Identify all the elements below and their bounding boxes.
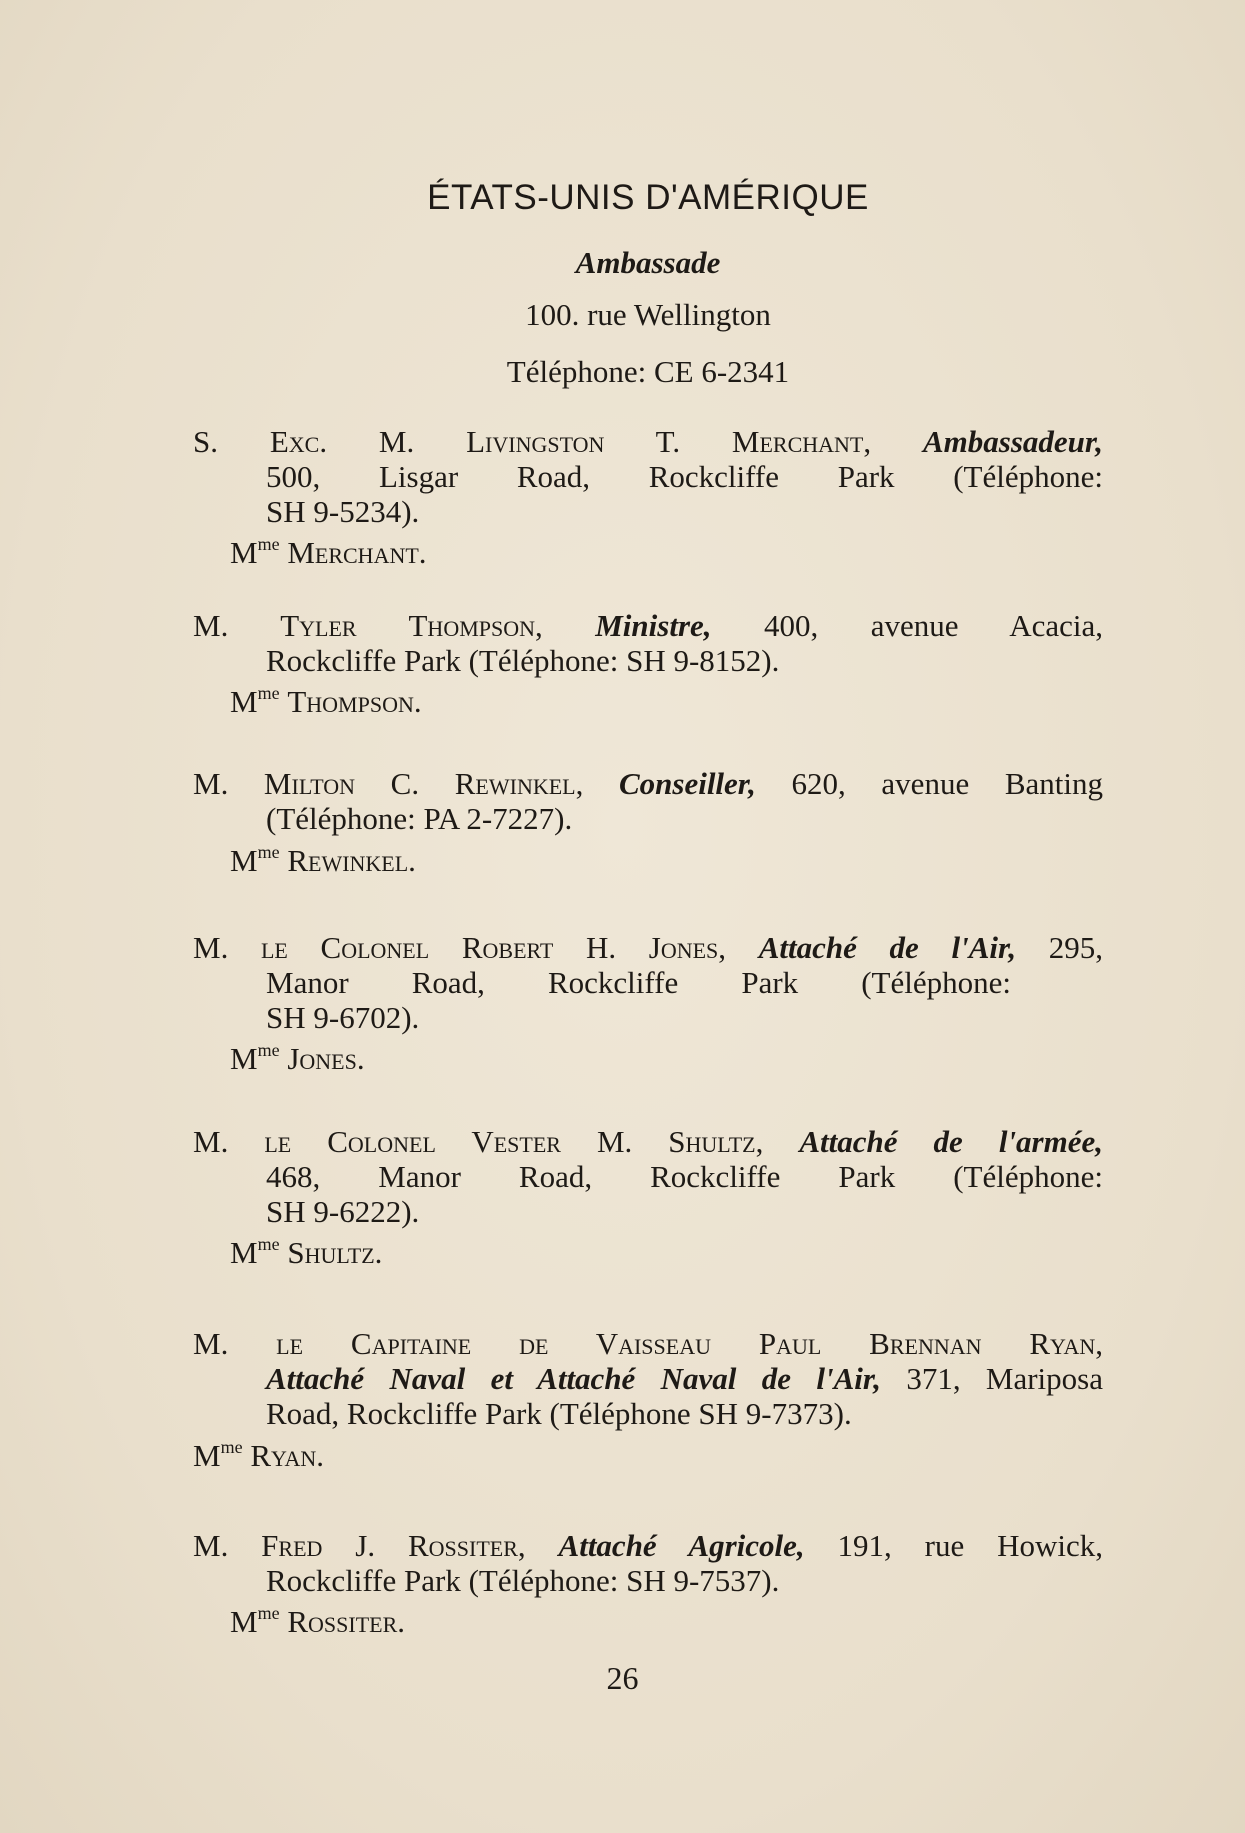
entry-thompson [193, 608, 1103, 678]
entry-title-line [193, 1361, 1103, 1396]
entry-title: Attaché Naval et Attaché Naval de l'Air, [266, 1361, 881, 1396]
entry-shultz [193, 1124, 1103, 1229]
spouse-merchant: $M^{me}$ Merchant. [230, 534, 427, 570]
entry-phone-line: Road, Rockcliffe Park (Téléphone SH 9-7373). [266, 1396, 852, 1431]
entry-phone-line: (Téléphone: PA 2-7227). [266, 801, 573, 836]
entry-phone-line: SH 9-5234). [266, 494, 420, 529]
entry-name-line [193, 1528, 1103, 1563]
entry-title: Attaché Agricole, [558, 1528, 805, 1563]
entry-phone-line: SH 9-6222). [266, 1194, 420, 1229]
embassy-telephone: Téléphone: CE 6-2341 [506, 354, 790, 389]
entry-address: 620, avenue Banting [791, 766, 1103, 801]
spouse-rossiter: $M^{me}$ Rossiter. [230, 1603, 405, 1639]
entry-jones [193, 930, 1103, 1035]
entry-name: M. Tyler Thompson, [193, 608, 543, 643]
entry-address-line: Rockcliffe Park (Téléphone: SH 9-8152). [266, 643, 780, 678]
entry-rossiter [193, 1528, 1103, 1598]
entry-name: S. Exc. M. Livingston T. Merchant, [193, 424, 872, 459]
entry-address-line: Manor Road, Rockcliffe Park (Téléphone: [266, 965, 1011, 1000]
spouse-ryan: $M^{me}$ Ryan. [193, 1437, 324, 1473]
entry-rewinkel [193, 766, 1103, 836]
entry-title: Conseiller, [618, 766, 756, 801]
spouse-rewinkel: $M^{me}$ Rewinkel. [230, 842, 416, 878]
entry-name: M. Fred J. Rossiter, [193, 1528, 526, 1563]
spouse-thompson: $M^{me}$ Thompson. [230, 683, 422, 719]
page-number: 26 [606, 1660, 639, 1696]
entry-title: Attaché de l'armée, [799, 1124, 1103, 1159]
entry-name-line [193, 1326, 1103, 1361]
country-heading: ÉTATS-UNIS D'AMÉRIQUE [427, 178, 869, 217]
entry-phone-line: SH 9-6702). [266, 1000, 420, 1035]
entry-address-line: 500, Lisgar Road, Rockcliffe Park (Téléphone: [266, 459, 1103, 494]
entry-phone-line: Rockcliffe Park (Téléphone: SH 9-7537). [266, 1563, 780, 1598]
entry-address: 371, Mariposa [906, 1361, 1103, 1396]
entry-title: Attaché de l'Air, [758, 930, 1017, 965]
entry-merchant [193, 424, 1103, 529]
entry-title: Ambassadeur, [922, 424, 1104, 459]
entry-name: M. Milton C. Rewinkel, [193, 766, 584, 801]
embassy-subtitle: Ambassade [575, 245, 721, 280]
entry-name: M. le Colonel Vester M. Shultz, [193, 1124, 764, 1159]
entry-name-line [193, 424, 1103, 459]
entry-address: 295, [1048, 930, 1104, 965]
entry-address-line: 468, Manor Road, Rockcliffe Park (Téléphone: [266, 1159, 1103, 1194]
entry-name-line [193, 1124, 1103, 1159]
entry-ryan [193, 1326, 1103, 1431]
entry-title: Ministre, [595, 608, 712, 643]
embassy-address: 100. rue Wellington [525, 297, 771, 332]
entry-name-line [193, 930, 1103, 965]
entry-name-line [193, 766, 1103, 801]
spouse-shultz: $M^{me}$ Shultz. [230, 1234, 383, 1270]
entry-name: M. le Colonel Robert H. Jones, [193, 930, 727, 965]
entry-address: 400, avenue Acacia, [763, 608, 1104, 643]
spouse-jones: $M^{me}$ Jones. [230, 1040, 365, 1076]
entry-name: M. le Capitaine de Vaisseau Paul Brennan Ryan, [193, 1326, 1103, 1361]
entry-name-line [193, 608, 1103, 643]
entry-address: 191, rue Howick, [837, 1528, 1104, 1563]
